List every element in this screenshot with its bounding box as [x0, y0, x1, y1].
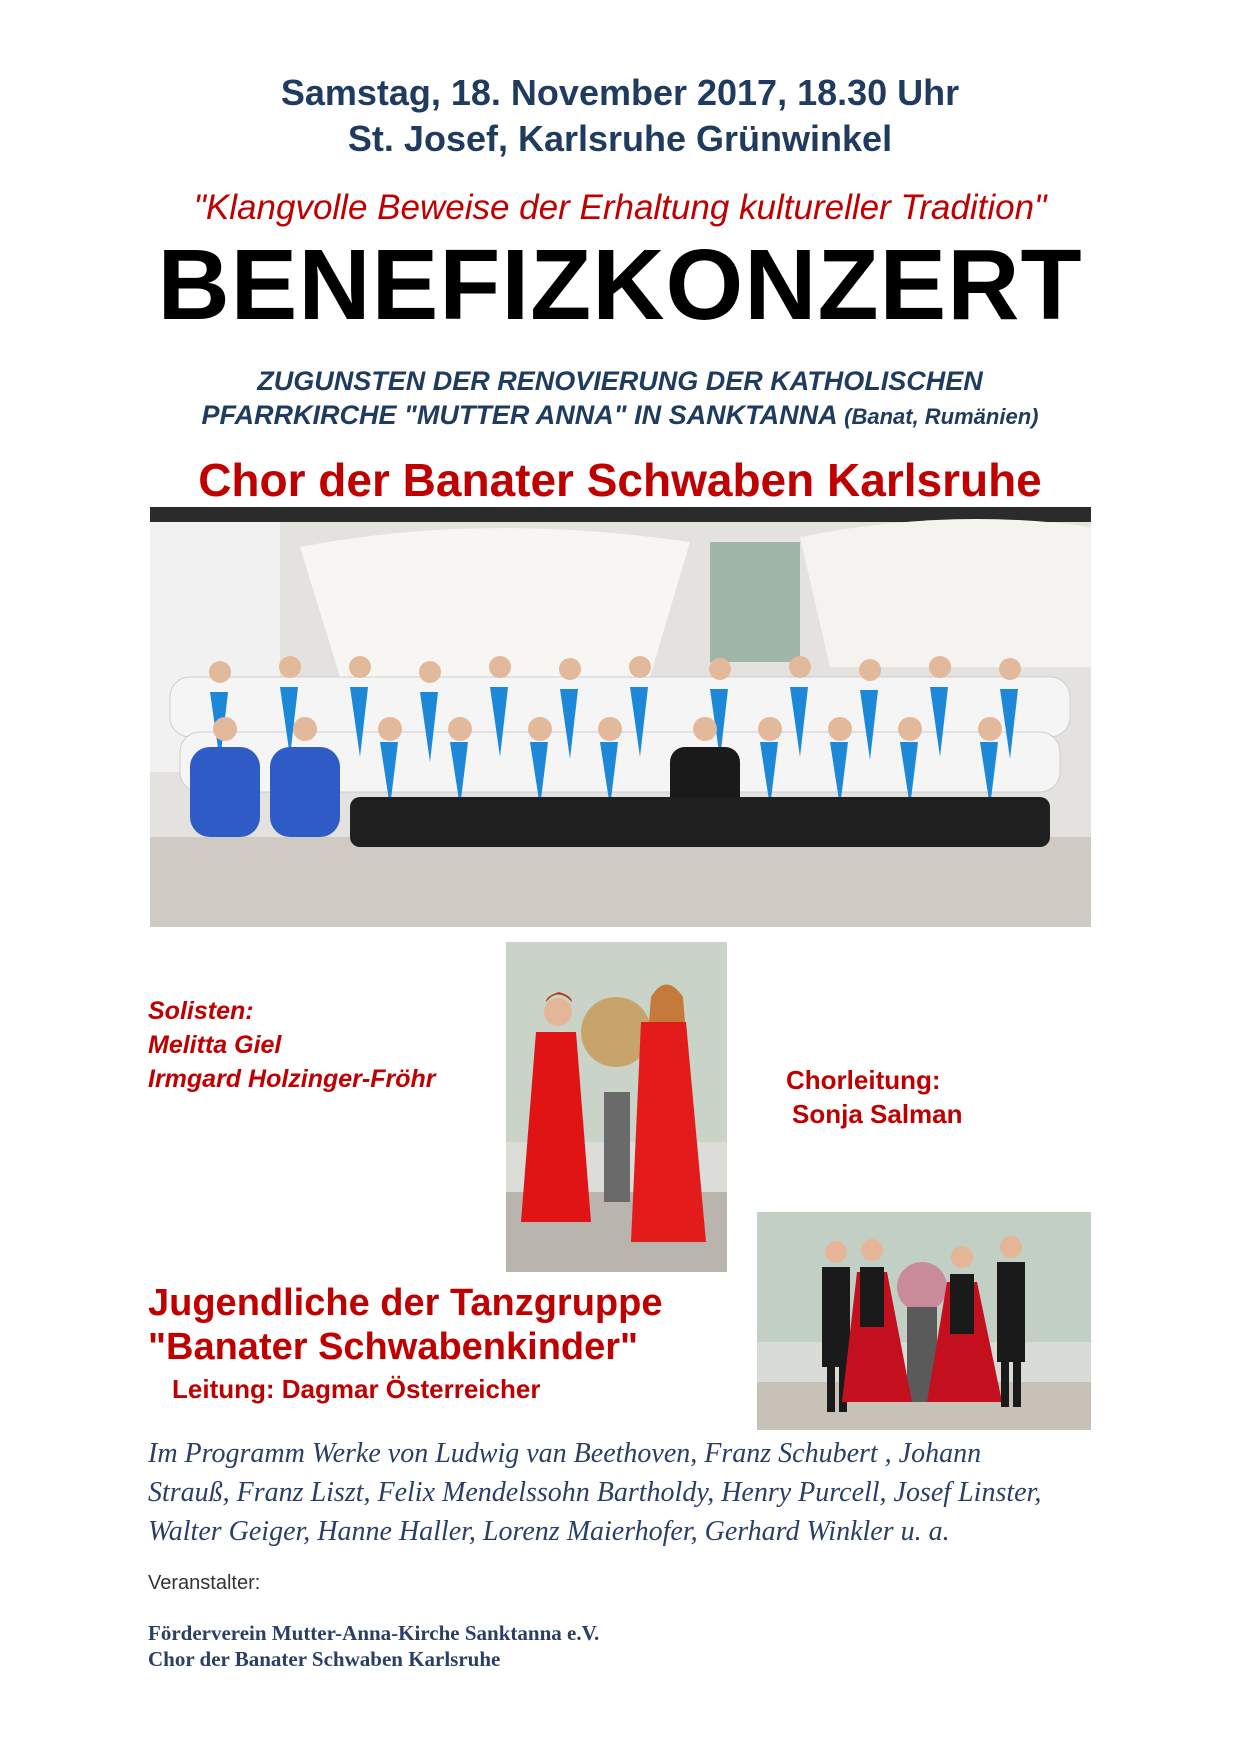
dance-group-photo — [757, 1212, 1091, 1430]
organizer-label: Veranstalter: — [148, 1572, 261, 1594]
soloist-name: Irmgard Holzinger-Fröhr — [148, 1065, 436, 1093]
event-venue: St. Josef, Karlsruhe Grünwinkel — [347, 118, 893, 159]
organizer-name: Chor der Banater Schwaben Karlsruhe — [148, 1647, 501, 1671]
choir-photo-graphic — [150, 507, 1091, 927]
choir-group-photo — [150, 507, 1091, 927]
choir-direction-label: Chorleitung: — [786, 1065, 941, 1095]
purpose-line-1: ZUGUNSTEN DER RENOVIERUNG DER KATHOLISCHEN — [257, 366, 983, 396]
purpose-location-note: (Banat, Rumänien) — [844, 404, 1039, 429]
soloist-name: Melitta Giel — [148, 1031, 282, 1059]
tagline: "Klangvolle Beweise der Erhaltung kultureller Tradition" — [193, 188, 1047, 227]
event-date-time: Samstag, 18. November 2017, 18.30 Uhr — [280, 72, 960, 113]
choir-director-name: Sonja Salman — [792, 1099, 963, 1129]
soloists-photo-graphic — [506, 942, 727, 1272]
choir-title: Chor der Banater Schwaben Karlsruhe — [198, 454, 1042, 506]
organizer-name: Förderverein Mutter-Anna-Kirche Sanktanna e.V. — [148, 1621, 600, 1645]
dance-group-title-line-2: "Banater Schwabenkinder" — [148, 1326, 639, 1368]
dance-photo-graphic — [757, 1212, 1091, 1430]
dance-group-title-line-1: Jugendliche der Tanzgruppe — [148, 1282, 663, 1324]
soloists-photo — [506, 942, 727, 1272]
purpose-line-2-main: PFARRKIRCHE "MUTTER ANNA" IN SANKTANNA — [201, 400, 837, 430]
soloists-label: Solisten: — [148, 997, 254, 1025]
dance-group-leader: Leitung: Dagmar Österreicher — [172, 1374, 541, 1404]
purpose-line-2 — [0, 400, 1240, 431]
program-line: Im Programm Werke von Ludwig van Beethoven, Franz Schubert , Johann — [148, 1438, 982, 1469]
program-line: Walter Geiger, Hanne Haller, Lorenz Maierhofer, Gerhard Winkler u. a. — [148, 1516, 950, 1547]
page-title: BENEFIZKONZERT — [157, 229, 1083, 341]
program-line: Strauß, Franz Liszt, Felix Mendelssohn Bartholdy, Henry Purcell, Josef Linster, — [148, 1477, 1042, 1508]
